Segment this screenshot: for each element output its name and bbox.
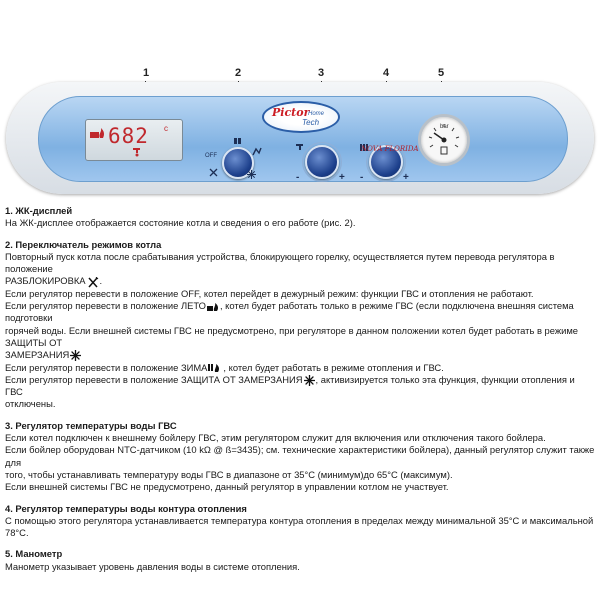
- dhw-tap-icon: [296, 143, 305, 152]
- dhw-plus-label: +: [339, 172, 345, 183]
- knob-off-label: OFF: [205, 153, 217, 159]
- summer-position-effect: , котел будет работать только в режиме ГВС (если подключена внешняя система подготовки: [5, 300, 574, 324]
- manometer-gauge: [418, 114, 470, 166]
- logo-tech: Tech: [302, 118, 320, 127]
- section-5-heading: 5. Манометр: [5, 548, 63, 560]
- winter-position-effect: , котел будет работать в режиме отопления и ГВС.: [223, 361, 444, 373]
- section-2-line-8: [5, 374, 595, 399]
- lcd-temperature-value: 682: [108, 124, 149, 148]
- reset-position-text: РАЗБЛОКИРОВКА: [5, 275, 86, 287]
- callout-1: 1: [142, 67, 150, 79]
- reset-icon: [87, 277, 99, 288]
- summer-position-text: Если регулятор перевести в положение ЛЕТО: [5, 300, 206, 312]
- section-3-heading: 3. Регулятор температуры воды ГВС: [5, 419, 177, 431]
- callout-5: 5: [437, 67, 445, 79]
- dhw-temperature-knob[interactable]: [305, 145, 339, 179]
- logo-title: Pictor: [272, 106, 310, 119]
- section-2-line-7: [5, 362, 595, 374]
- section-2-line-3: Если регулятор перевести в положение OFF, котел перейдет в дежурный режим: функции ГВС и отопления не работают.: [5, 287, 534, 299]
- reset-icon: [209, 168, 218, 177]
- logo-subtitle: Home: [308, 111, 325, 117]
- frost-position-effect: , активизируется только эта функция, функции отопления и ГВС: [5, 373, 575, 398]
- brand-name: NOVA FLORIDA: [361, 145, 419, 153]
- heating-minus-label: -: [360, 172, 364, 183]
- summer-mode-icon: [207, 302, 219, 312]
- dhw-minus-label: -: [296, 172, 300, 183]
- gauge-unit-label: bar: [440, 124, 449, 130]
- section-3-line-3: того, чтобы устанавливать температуру воды ГВС в диапазоне от 35°С (минимум)до 65°С (максимум).: [5, 468, 453, 480]
- lcd-degree-mark: c: [164, 124, 168, 133]
- section-2-line-6: [5, 349, 595, 361]
- callout-2: 2: [234, 67, 242, 79]
- section-2-line-5: горячей воды. Если внешней системы ГВС не предусмотрено, при регуляторе в данном положении котел будет работать в режиме ЗАЩИТЫ ОТ: [5, 324, 579, 348]
- winter-position-text: Если регулятор перевести в положение ЗИМА: [5, 361, 208, 373]
- frost-protection-icon: [70, 350, 81, 361]
- frost-protection-icon: [247, 170, 256, 179]
- tap-icon: [132, 147, 142, 157]
- burner-flame-icon: [90, 126, 106, 140]
- section-2-line-4: [5, 300, 595, 325]
- section-2-heading: 2. Переключатель режимов котла: [5, 238, 162, 250]
- section-4-body: С помощью этого регулятора устанавливается температура контура отопления в пределах между минимальной 35°С и максимальной 78°С.: [5, 514, 594, 539]
- frost-protection-icon: [304, 375, 315, 386]
- frost-protection-text: ЗАМЕРЗАНИЯ: [5, 349, 70, 361]
- callout-4: 4: [382, 67, 390, 79]
- winter-mode-icon: [233, 137, 243, 145]
- brand-logo: [262, 101, 340, 133]
- frost-position-text: Если регулятор перевести в положение ЗАЩИТА ОТ ЗАМЕРЗАНИЯ: [5, 373, 303, 385]
- instructions-text: [5, 205, 595, 573]
- winter-mode-icon: [208, 363, 222, 373]
- section-2-line-2: РАЗБЛОКИРОВКА .: [5, 275, 103, 287]
- section-4-heading: 4. Регулятор температуры воды контура отопления: [5, 502, 247, 514]
- heating-plus-label: +: [403, 172, 409, 183]
- callout-3: 3: [317, 67, 325, 79]
- section-2-line-9: отключены.: [5, 398, 56, 410]
- summer-mode-icon: [252, 147, 262, 156]
- section-1-heading: 1. ЖК-дисплей: [5, 205, 73, 216]
- control-panel-figure: [0, 0, 600, 205]
- section-1-body: На ЖК-дисплее отображается состояние котла и сведения о его работе (рис. 2).: [5, 217, 356, 229]
- section-2-line-1: Повторный пуск котла после срабатывания устройства, блокирующего горелку, осуществляется путем перевода регулятора в положение: [5, 250, 555, 275]
- section-3-line-1: Если котел подключен к внешнему бойлеру ГВС, этим регулятором служит для включения или отключения такого бойлера.: [5, 432, 546, 444]
- section-3-line-4: Если внешней системы ГВС не предусмотрено, данный регулятор в управлении котлом не участвует.: [5, 481, 449, 493]
- lcd-display: [85, 119, 183, 161]
- section-3-line-2: Если бойлер оборудован NTC-датчиком (10 kΩ @ ß=3435); см. технические характеристики бойлера), данный регулятор служит также для: [5, 444, 595, 468]
- section-5-body: Манометр указывает уровень давления воды в системе отопления.: [5, 560, 300, 572]
